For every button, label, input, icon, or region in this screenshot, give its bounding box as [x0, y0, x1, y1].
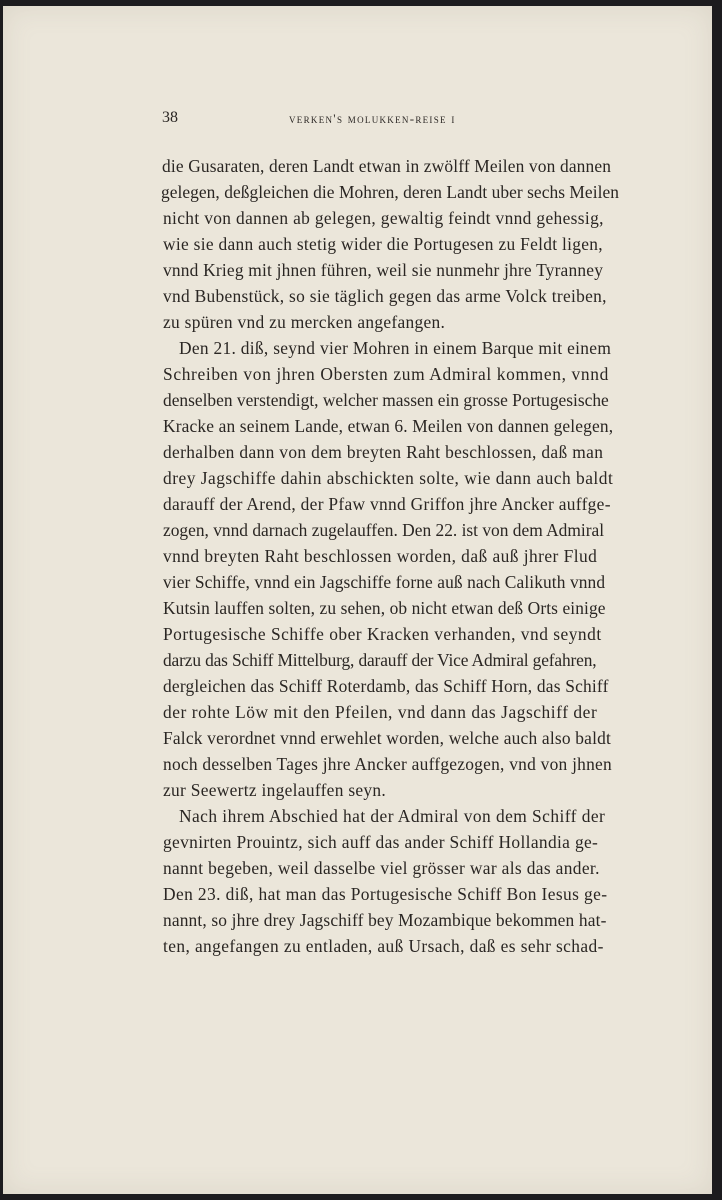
text-line: Den 21. diß, seynd vier Mohren in einem Barque mit einem — [179, 338, 612, 358]
text-line: nicht von dannen ab gelegen, gewaltig feindt vnnd gehessig, — [163, 208, 604, 228]
text-line: zogen, vnnd darnach zugelauffen. Den 22. ist von dem Admiral — [163, 520, 605, 540]
text-line: nannt, so jhre drey Jagschiff bey Mozambique bekommen hat- — [163, 910, 607, 930]
book-page — [3, 6, 712, 1194]
text-line: darauff der Arend, der Pfaw vnnd Griffon jhre Ancker auffge- — [163, 494, 611, 514]
page-number: 38 — [162, 109, 178, 126]
text-line: Portugesische Schiffe ober Kracken verhanden, vnd seyndt — [163, 624, 602, 644]
text-line: Falck verordnet vnnd erwehlet worden, welche auch also baldt — [163, 728, 612, 748]
text-line: vnnd Krieg mit jhnen führen, weil sie nunmehr jhre Tyranney — [163, 260, 604, 280]
text-line: darzu das Schiff Mittelburg, darauff der Vice Admiral gefahren, — [163, 650, 597, 670]
text-line: zu spüren vnd zu mercken angefangen. — [163, 312, 446, 332]
text-line: dergleichen das Schiff Roterdamb, das Schiff Horn, das Schiff — [163, 676, 609, 696]
text-line: gelegen, deßgleichen die Mohren, deren Landt uber sechs Meilen — [161, 182, 619, 202]
text-line: ten, angefangen zu entladen, auß Ursach, daß es sehr schad- — [163, 936, 604, 956]
text-line: wie sie dann auch stetig wider die Portugesen zu Feldt ligen, — [163, 234, 603, 254]
text-line: noch desselben Tages jhre Ancker auffgezogen, vnd von jhnen — [163, 754, 612, 774]
text-line: zur Seewertz ingelauffen seyn. — [163, 780, 387, 800]
text-line: vnd Bubenstück, so sie täglich gegen das arme Volck treiben, — [163, 286, 607, 306]
text-line: Kracke an seinem Lande, etwan 6. Meilen von dannen gelegen, — [163, 416, 614, 436]
running-head: verken's molukken-reise i — [289, 111, 456, 126]
text-line: derhalben dann von dem breyten Raht beschlossen, daß man — [163, 442, 604, 462]
text-line: denselben verstendigt, welcher massen ein grosse Portugesische — [163, 390, 609, 410]
text-line: die Gusaraten, deren Landt etwan in zwölff Meilen von dannen — [162, 156, 612, 176]
text-line: Den 23. diß, hat man das Portugesische Schiff Bon Iesus ge- — [163, 884, 608, 904]
text-line: vnnd breyten Raht beschlossen worden, daß auß jhrer Flud — [163, 546, 598, 566]
text-line: vier Schiffe, vnnd ein Jagschiffe forne auß nach Calikuth vnnd — [163, 572, 606, 592]
text-line: Schreiben von jhren Obersten zum Admiral kommen, vnnd — [163, 364, 609, 384]
text-line: der rohte Löw mit den Pfeilen, vnd dann das Jagschiff der — [163, 702, 598, 722]
text-line: nannt begeben, weil dasselbe viel grösser war als das ander. — [163, 858, 600, 878]
text-line: Kutsin lauffen solten, zu sehen, ob nicht etwan deß Orts einige — [163, 598, 606, 618]
text-line: Nach ihrem Abschied hat der Admiral von dem Schiff der — [179, 806, 606, 826]
scan-background — [0, 1194, 722, 1200]
text-line: gevnirten Prouintz, sich auff das ander Schiff Hollandia ge- — [163, 832, 599, 852]
text-line: drey Jagschiffe dahin abschickten solte, wie dann auch baldt — [163, 468, 614, 488]
